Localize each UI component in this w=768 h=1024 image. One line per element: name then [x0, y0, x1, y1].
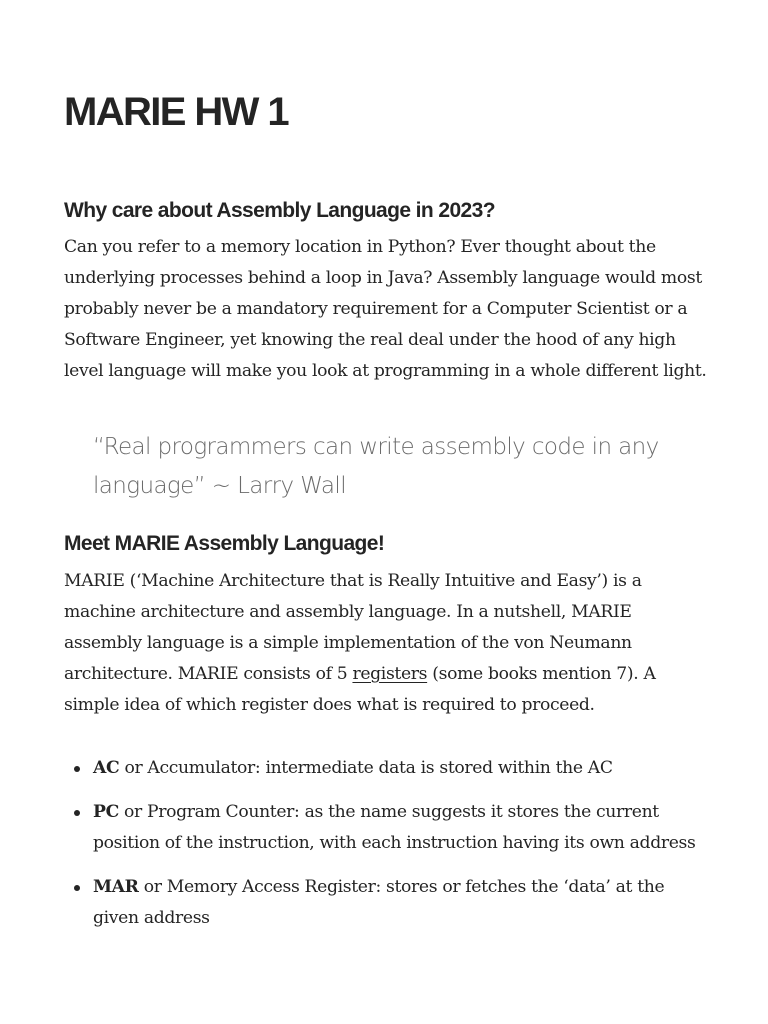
register-description: or Program Counter: as the name suggests it stores the current position of the instruction, with each instruction having its own address — [93, 802, 696, 853]
article-title: MARIE HW 1 — [64, 90, 289, 134]
section-paragraph-meet-marie — [64, 566, 709, 721]
registers-link[interactable]: registers — [352, 664, 428, 684]
section-heading-why-assembly: Why care about Assembly Language in 2023? — [64, 199, 495, 222]
register-description: or Accumulator: intermediate data is stored within the AC — [119, 758, 613, 778]
register-term: MAR — [93, 877, 139, 897]
list-item — [64, 753, 704, 784]
pull-quote: “Real programmers can write assembly code in any language” ~ Larry Wall — [93, 434, 659, 499]
bullet-icon — [74, 810, 80, 816]
bullet-icon — [74, 885, 80, 891]
list-item — [64, 872, 704, 934]
list-item — [64, 797, 704, 859]
bullet-icon — [74, 766, 80, 772]
section-paragraph-why-assembly: Can you refer to a memory location in Python? Ever thought about the underlying processes behind a loop in Java? Assembly language would most probably never be a mandatory requirement for a Computer Scientist or a Software Engineer, yet knowing the real deal under the hood of any high level language will make you look at programming in a whole different light. — [64, 237, 707, 381]
register-term: AC — [93, 758, 120, 778]
paragraph-text-before-link: MARIE (‘Machine Architecture that is Really Intuitive and Easy’) is a machine architecture and assembly language. In a nutshell, MARIE assembly language is a simple implementation of the von Neumann architecture. MARIE consists of 5 — [64, 571, 642, 684]
register-list — [64, 753, 704, 947]
register-description: or Memory Access Register: stores or fetches the ‘data’ at the given address — [93, 877, 665, 928]
paragraph-text-after-link: (some books mention 7). A simple idea of which register does what is required to proceed. — [64, 664, 656, 715]
register-term: PC — [93, 802, 119, 822]
section-heading-meet-marie: Meet MARIE Assembly Language! — [64, 532, 385, 555]
